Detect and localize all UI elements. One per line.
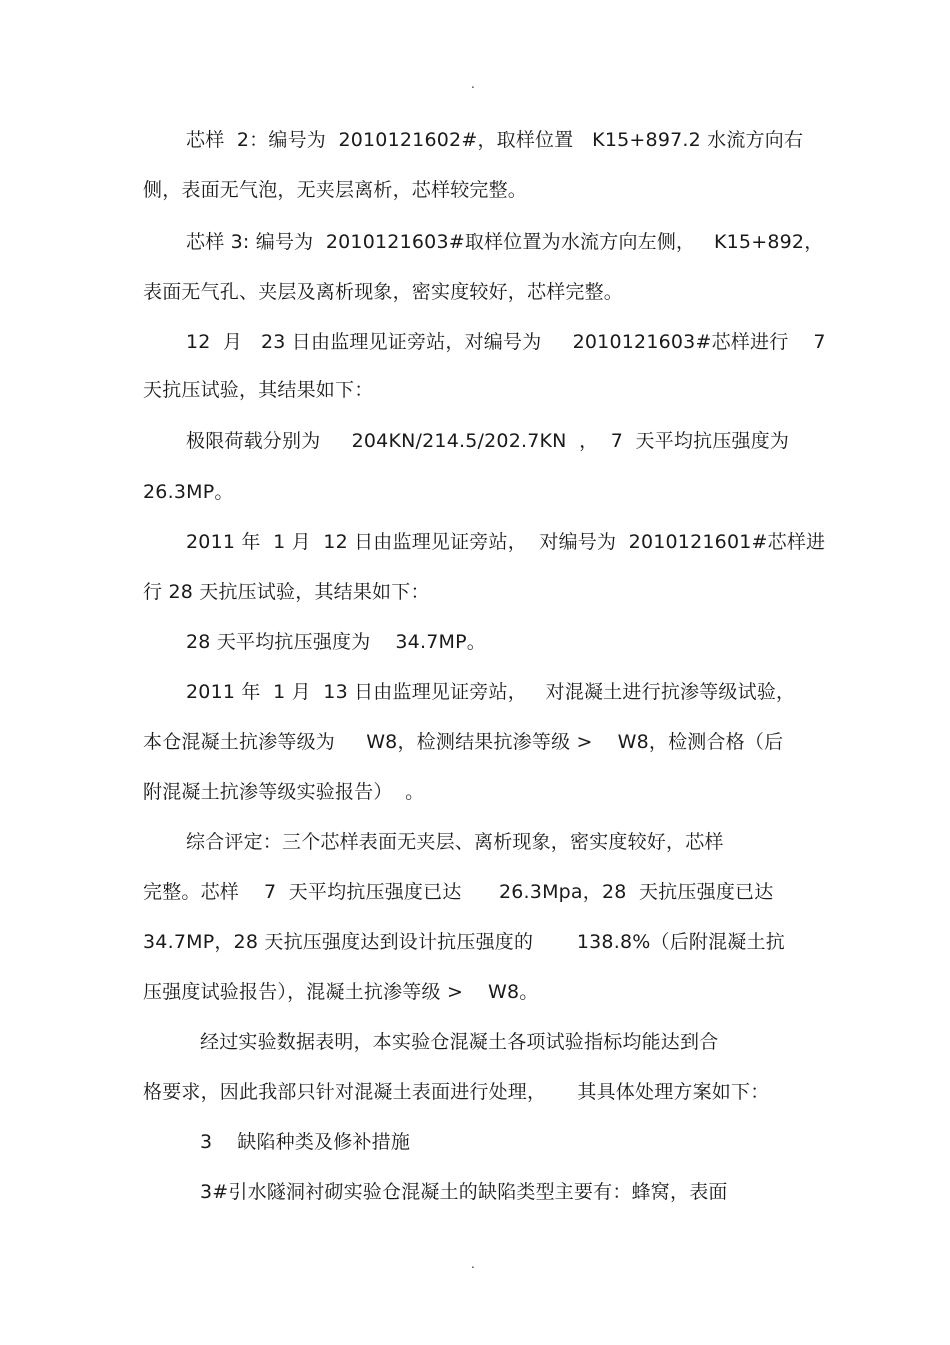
page-bottom-dot: . [471,1257,475,1271]
section3-heading: 3 缺陷种类及修补措施 [200,1131,411,1153]
sample3-line2: 表面无气孔、夹层及离析现象，密实度较好，芯样完整。 [143,281,624,303]
sample2-line1: 芯样 2：编号为 2010121602#，取样位置 K15+897.2 水流方向右 [186,129,804,151]
sample2-line2: 侧，表面无气泡，无夹层离析，芯样较完整。 [143,179,528,201]
page-top-dot: . [471,77,475,91]
test7day-line2: 天抗压试验，其结果如下： [143,379,374,401]
conclusion-line2: 格要求，因此我部只针对混凝土表面进行处理， 其具体处理方案如下： [143,1081,770,1103]
avg28-line1: 28 天平均抗压强度为 34.7MP。 [186,631,486,653]
test28day-line1: 2011 年 1 月 12 日由监理见证旁站， 对编号为 2010121601#芯样进 [186,531,826,553]
assessment-line2: 完整。芯样 7 天平均抗压强度已达 26.3Mpa，28 天抗压强度已达 [143,881,774,903]
sample3-line1: 芯样 3: 编号为 2010121603#取样位置为水流方向左侧， K15+892， [186,231,824,253]
permeability-line1: 2011 年 1 月 13 日由监理见证旁站， 对混凝土进行抗渗等级试验， [186,681,796,703]
load-line1: 极限荷载分别为 204KN/214.5/202.7KN ， 7 天平均抗压强度为 [186,430,790,452]
conclusion-line1: 经过实验数据表明，本实验仓混凝土各项试验指标均能达到合 [200,1031,719,1053]
section3-line1: 3#引水隧洞衬砌实验仓混凝土的缺陷类型主要有：蜂窝，表面 [200,1181,728,1203]
assessment-line4: 压强度试验报告），混凝土抗渗等级 > W8。 [143,981,539,1003]
load-line2: 26.3MP。 [143,481,234,503]
assessment-line3: 34.7MP，28 天抗压强度达到设计抗压强度的 138.8%（后附混凝土抗 [143,931,785,953]
permeability-line3: 附混凝土抗渗等级实验报告） 。 [143,781,425,803]
test7day-line1: 12 月 23 日由监理见证旁站，对编号为 2010121603#芯样进行 7 [186,331,826,353]
assessment-line1: 综合评定：三个芯样表面无夹层、离析现象，密实度较好，芯样 [186,831,724,853]
permeability-line2: 本仓混凝土抗渗等级为 W8，检测结果抗渗等级 > W8，检测合格（后 [143,731,784,753]
test28day-line2: 行 28 天抗压试验，其结果如下： [143,581,430,603]
